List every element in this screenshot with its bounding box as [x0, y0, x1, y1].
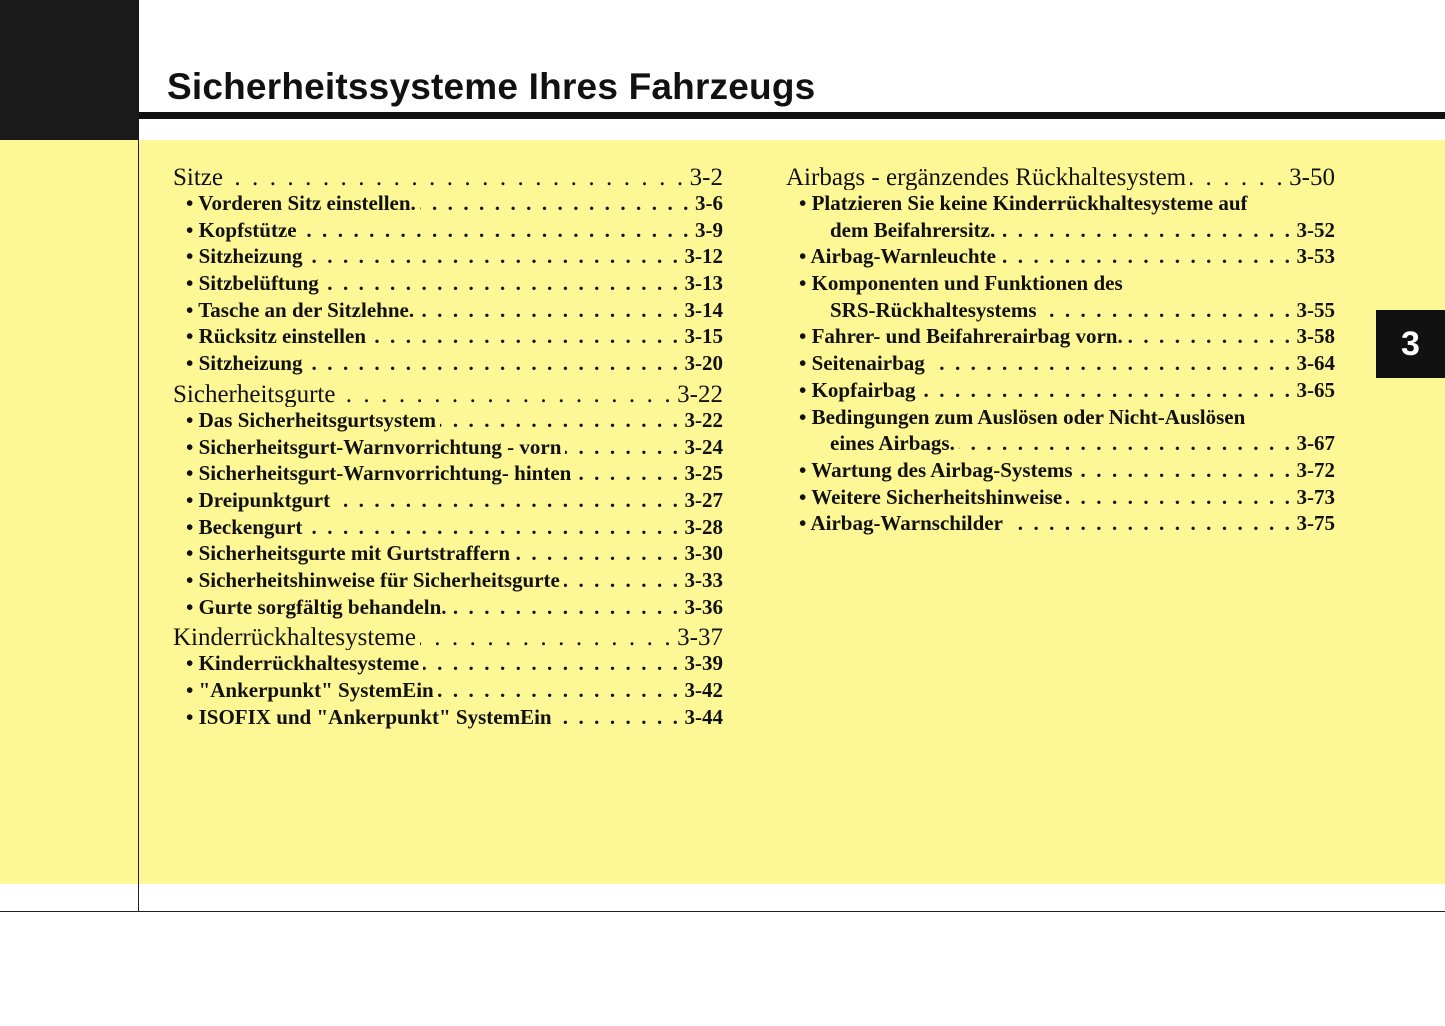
- toc-section[interactable]: [173, 377, 723, 407]
- chapter-tab: 3: [1376, 310, 1445, 378]
- toc-section[interactable]: [173, 160, 723, 190]
- toc-entry-continued[interactable]: [786, 217, 1335, 244]
- toc-page: 3-36: [684, 594, 723, 619]
- toc-leader: [929, 350, 1293, 377]
- toc-page: 3-58: [1296, 324, 1335, 349]
- toc-leader: [334, 487, 680, 514]
- toc-entry[interactable]: [786, 323, 1335, 350]
- toc-leader: [420, 620, 673, 650]
- toc-entry[interactable]: [786, 457, 1335, 484]
- toc-page: 3-14: [684, 297, 723, 322]
- toc-page: 3-39: [684, 651, 723, 676]
- toc-page: 3-24: [684, 434, 723, 459]
- toc-leader: [423, 650, 680, 677]
- toc-page: 3-42: [684, 678, 723, 702]
- toc-entry[interactable]: [786, 243, 1335, 270]
- toc-label: Airbags - ergänzendes Rückhaltesystem: [786, 164, 1187, 190]
- toc-page: 3-44: [684, 704, 723, 729]
- toc-page: 3-25: [684, 461, 723, 486]
- toc-leader: [514, 540, 680, 567]
- toc-label: • Gurte sorgfältig behandeln.: [186, 594, 447, 619]
- toc-entry-continued[interactable]: [786, 297, 1335, 324]
- toc-leader: [919, 377, 1292, 404]
- toc-label: • Sicherheitshinweise für Sicherheitsgurte: [186, 567, 560, 592]
- toc-entry[interactable]: [173, 323, 723, 350]
- toc-leader: [370, 323, 680, 350]
- toc-leader: [420, 190, 691, 217]
- toc-page: 3-27: [684, 487, 723, 512]
- toc-label: Sitze: [173, 164, 223, 190]
- toc-section[interactable]: [173, 620, 723, 650]
- toc-entry[interactable]: [173, 297, 723, 324]
- toc-entry[interactable]: [173, 270, 723, 297]
- toc-page: 3-72: [1296, 457, 1335, 482]
- toc-page: 3-50: [1289, 164, 1335, 190]
- toc-leader: [301, 217, 691, 244]
- toc-leader: [306, 350, 680, 377]
- toc-page: 3-64: [1296, 351, 1335, 376]
- toc-entry[interactable]: [173, 594, 723, 621]
- toc-label: • Airbag-Warnschilder: [799, 511, 1003, 536]
- toc-label: • ISOFIX und "Ankerpunkt" SystemEin: [186, 704, 552, 729]
- toc-label: • Sitzheizung: [186, 244, 303, 269]
- toc-entry[interactable]: [786, 270, 1335, 297]
- toc-entry[interactable]: [173, 567, 723, 594]
- toc-label: • Rücksitz einstellen: [186, 324, 367, 349]
- toc-page: 3-12: [684, 244, 723, 269]
- toc-label: • Sitzbelüftung: [186, 271, 319, 296]
- toc-entry[interactable]: [173, 704, 723, 731]
- toc-leader: [306, 514, 680, 541]
- toc-label: • Bedingungen zum Auslösen oder Nicht-Auslösen: [799, 404, 1246, 429]
- toc-page: 3-13: [684, 271, 723, 296]
- toc-leader: [438, 677, 681, 704]
- toc-leader: [1127, 323, 1293, 350]
- toc-leader: [1077, 457, 1293, 484]
- toc-page: 3-33: [684, 567, 723, 592]
- toc-entry[interactable]: [786, 484, 1335, 511]
- toc-label: • Sicherheitsgurt-Warnvorrichtung- hinten: [186, 461, 572, 486]
- toc-label: • Das Sicherheitsgurtsystem: [186, 407, 436, 432]
- title-rule: [139, 112, 1445, 119]
- toc-label: • Sicherheitsgurte mit Gurtstraffern: [186, 541, 511, 566]
- toc-entry[interactable]: [173, 650, 723, 677]
- toc-label: • "Ankerpunkt" SystemEin: [186, 678, 434, 702]
- toc-entry[interactable]: [173, 514, 723, 541]
- toc-label: • Kopfairbag: [799, 377, 916, 402]
- toc-entry[interactable]: [786, 190, 1335, 217]
- toc-entry[interactable]: [173, 350, 723, 377]
- toc-leader: [227, 160, 686, 190]
- toc-label: • Tasche an der Sitzlehne.: [186, 297, 415, 322]
- toc-leader: [306, 243, 680, 270]
- toc-page: 3-53: [1296, 244, 1335, 269]
- toc-entry[interactable]: [786, 377, 1335, 404]
- toc-leader: [999, 217, 1292, 244]
- toc-label: • Sicherheitsgurt-Warnvorrichtung - vorn: [186, 434, 562, 459]
- toc-entry[interactable]: [173, 677, 723, 704]
- toc-leader: [959, 430, 1293, 457]
- toc-leader: [1007, 510, 1293, 537]
- toc-label: • Sitzheizung: [186, 351, 303, 376]
- toc-label: • Fahrer- und Beifahrerairbag vorn.: [799, 324, 1123, 349]
- toc-label: • Seitenairbag: [799, 351, 925, 376]
- toc-page: 3-6: [695, 191, 723, 215]
- toc-entry-continued[interactable]: [786, 430, 1335, 457]
- toc-leader: [1000, 243, 1293, 270]
- toc-entry[interactable]: [786, 510, 1335, 537]
- toc-leader: [1041, 297, 1293, 324]
- toc-leader: [1066, 484, 1292, 511]
- toc-entry[interactable]: [173, 487, 723, 514]
- toc-page: 3-52: [1296, 217, 1335, 242]
- toc-leader: [339, 377, 673, 407]
- toc-entry[interactable]: [173, 460, 723, 487]
- toc-entry[interactable]: [786, 350, 1335, 377]
- toc-entry[interactable]: [786, 404, 1335, 431]
- toc-page: 3-28: [684, 514, 723, 539]
- page-title: Sicherheitssysteme Ihres Fahrzeugs: [167, 66, 816, 107]
- toc-entry[interactable]: [173, 217, 723, 244]
- toc-page: 3-73: [1296, 484, 1335, 509]
- toc-page: 3-9: [695, 217, 723, 242]
- toc-page: 3-67: [1296, 431, 1335, 456]
- margin-line: [138, 140, 139, 912]
- toc-label: • Weitere Sicherheitshinweise: [799, 484, 1063, 509]
- toc-leader: [565, 434, 680, 461]
- toc-page: 3-75: [1296, 511, 1335, 536]
- toc-right-column: [786, 160, 1335, 537]
- toc-page: 3-15: [684, 324, 723, 349]
- toc-leader: [323, 270, 681, 297]
- toc-left-column: [173, 160, 723, 730]
- toc-leader: [575, 460, 680, 487]
- toc-entry[interactable]: [173, 434, 723, 461]
- toc-page: 3-22: [677, 380, 723, 407]
- toc-label: • Dreipunktgurt: [186, 487, 331, 512]
- toc-entry[interactable]: [173, 540, 723, 567]
- toc-label: Kinderrückhaltesysteme: [173, 624, 416, 651]
- toc-label: • Kinderrückhaltesysteme: [186, 651, 420, 676]
- toc-label: • Platzieren Sie keine Kinderrückhaltesysteme auf: [799, 191, 1248, 215]
- toc-page: 3-30: [684, 541, 723, 566]
- toc-page: 3-22: [684, 407, 723, 432]
- toc-page: 3-2: [689, 164, 723, 190]
- toc-entry[interactable]: [173, 190, 723, 217]
- toc-page: 3-65: [1296, 377, 1335, 402]
- toc-label: • Komponenten und Funktionen des: [799, 271, 1123, 296]
- toc-label: • Wartung des Airbag-Systems: [799, 457, 1073, 482]
- toc-label: • Airbag-Warnleuchte: [799, 244, 996, 269]
- toc-label: • Kopfstütze: [186, 217, 297, 242]
- toc-label: • Beckengurt: [186, 514, 303, 539]
- toc-leader: [418, 297, 680, 324]
- toc-entry[interactable]: [173, 407, 723, 434]
- toc-section[interactable]: [786, 160, 1335, 190]
- corner-block: [0, 0, 139, 140]
- toc-leader: [1190, 160, 1285, 190]
- toc-leader: [451, 594, 681, 621]
- toc-leader: [556, 704, 681, 731]
- toc-label: Sicherheitsgurte: [173, 380, 336, 407]
- toc-label: eines Airbags.: [830, 431, 955, 456]
- toc-page: 3-20: [684, 351, 723, 376]
- toc-page: 3-37: [677, 624, 723, 651]
- toc-leader: [564, 567, 681, 594]
- toc-label: SRS-Rückhaltesystems: [830, 297, 1037, 322]
- toc-label: dem Beifahrersitz.: [830, 217, 996, 242]
- toc-entry[interactable]: [173, 243, 723, 270]
- toc-page: 3-55: [1296, 297, 1335, 322]
- toc-label: • Vorderen Sitz einstellen.: [186, 191, 416, 215]
- toc-leader: [440, 407, 681, 434]
- bottom-rule: [0, 911, 1445, 912]
